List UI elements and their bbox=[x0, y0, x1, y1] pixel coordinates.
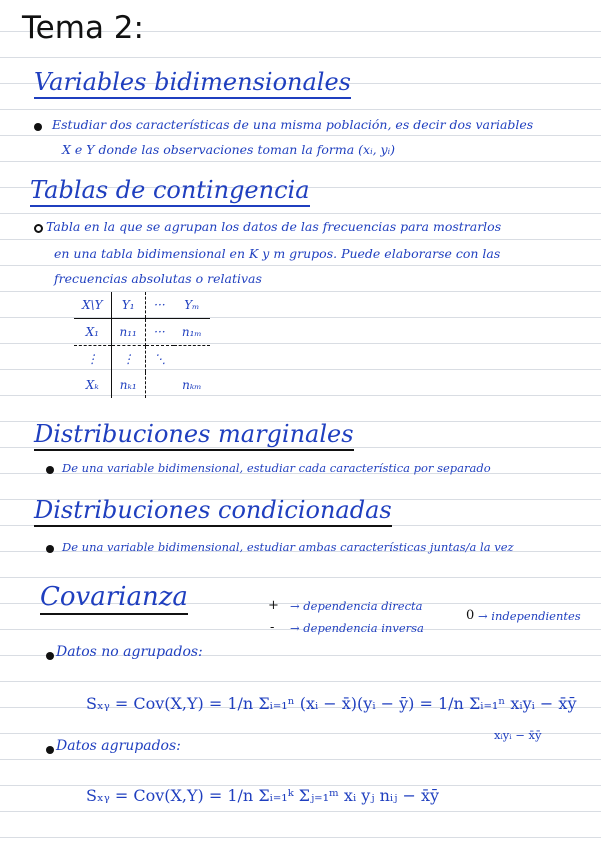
contingency-table bbox=[74, 292, 210, 398]
table-cell-n1m: n₁ₘ bbox=[174, 319, 210, 346]
bullet-icon bbox=[34, 123, 42, 131]
cov-zero-sign: 0 bbox=[466, 608, 475, 623]
bullet-icon bbox=[46, 652, 54, 660]
page-title: Tema 2: bbox=[22, 10, 144, 46]
formula-agrupados: Sₓᵧ = Cov(X,Y) = 1/n Σᵢ₌₁ᵏ Σⱼ₌₁ᵐ xᵢ yⱼ nᵢⱼ − x̄ȳ bbox=[86, 786, 439, 805]
table-ddots: ⋱ bbox=[153, 352, 166, 366]
table-empty-cell bbox=[174, 346, 210, 373]
marginales-text-1: De una variable bidimensional, estudiar cada característica por separado bbox=[62, 461, 491, 475]
heading-tablas-contingencia: Tablas de contingencia bbox=[30, 176, 310, 207]
cov-zero-text: → independientes bbox=[478, 609, 581, 623]
table-vdots-2: ⋮ bbox=[111, 346, 145, 373]
contingencia-text-3: frecuencias absolutas o relativas bbox=[54, 271, 262, 286]
table-row-xk: Xₖ bbox=[74, 372, 111, 398]
table-cell-nk1: nₖ₁ bbox=[111, 372, 145, 398]
table-header-y1: Y₁ bbox=[111, 292, 145, 319]
bullet-icon bbox=[46, 746, 54, 754]
datos-no-agrupados-label: Datos no agrupados: bbox=[56, 644, 203, 660]
table-vdots-1: ⋮ bbox=[74, 346, 111, 373]
cov-plus-text: → dependencia directa bbox=[290, 599, 423, 613]
table-cell-dots: ··· bbox=[145, 319, 174, 346]
contingencia-text-1: Tabla en la que se agrupan los datos de las frecuencias para mostrarlos bbox=[46, 219, 502, 234]
table-header-ym: Yₘ bbox=[174, 292, 210, 319]
table-cell-n11: n₁₁ bbox=[111, 319, 145, 346]
table-cell-nkm: nₖₘ bbox=[182, 378, 202, 392]
table-empty-cell bbox=[145, 372, 174, 398]
contingencia-text-2: en una tabla bidimensional en K y m grupos. Puede elaborarse con las bbox=[54, 246, 501, 261]
heading-distribuciones-marginales: Distribuciones marginales bbox=[34, 420, 354, 451]
condicionadas-text-1: De una variable bidimensional, estudiar ambas características juntas/a la vez bbox=[62, 540, 514, 554]
heading-distribuciones-condicionadas: Distribuciones condicionadas bbox=[34, 496, 392, 527]
formula-no-agrupados: Sₓᵧ = Cov(X,Y) = 1/n Σᵢ₌₁ⁿ (xᵢ − x̄)(yᵢ − ȳ) = 1/n Σᵢ₌₁ⁿ xᵢyᵢ − x̄ȳ bbox=[86, 694, 577, 713]
bidimensional-text-1: Estudiar dos características de una misma población, es decir dos variables bbox=[52, 117, 534, 132]
cov-minus-sign: - bbox=[270, 620, 275, 635]
heading-covarianza: Covarianza bbox=[40, 582, 188, 615]
bidimensional-text-2: X e Y donde las observaciones toman la forma (xᵢ, yᵢ) bbox=[62, 142, 395, 157]
heading-variables-bidimensionales: Variables bidimensionales bbox=[34, 68, 351, 99]
cov-minus-text: → dependencia inversa bbox=[290, 621, 424, 635]
bullet-icon bbox=[46, 466, 54, 474]
cov-plus-sign: + bbox=[268, 598, 279, 613]
bullet-icon bbox=[46, 545, 54, 553]
table-header-dots: ··· bbox=[145, 292, 174, 319]
bullet-icon bbox=[34, 224, 43, 233]
table-corner: X\Y bbox=[74, 292, 111, 319]
datos-agrupados-label: Datos agrupados: bbox=[56, 738, 181, 754]
table-row-x1: X₁ bbox=[74, 319, 111, 346]
formula-no-agrupados-side: xᵢyᵢ − x̄ȳ bbox=[494, 728, 542, 742]
